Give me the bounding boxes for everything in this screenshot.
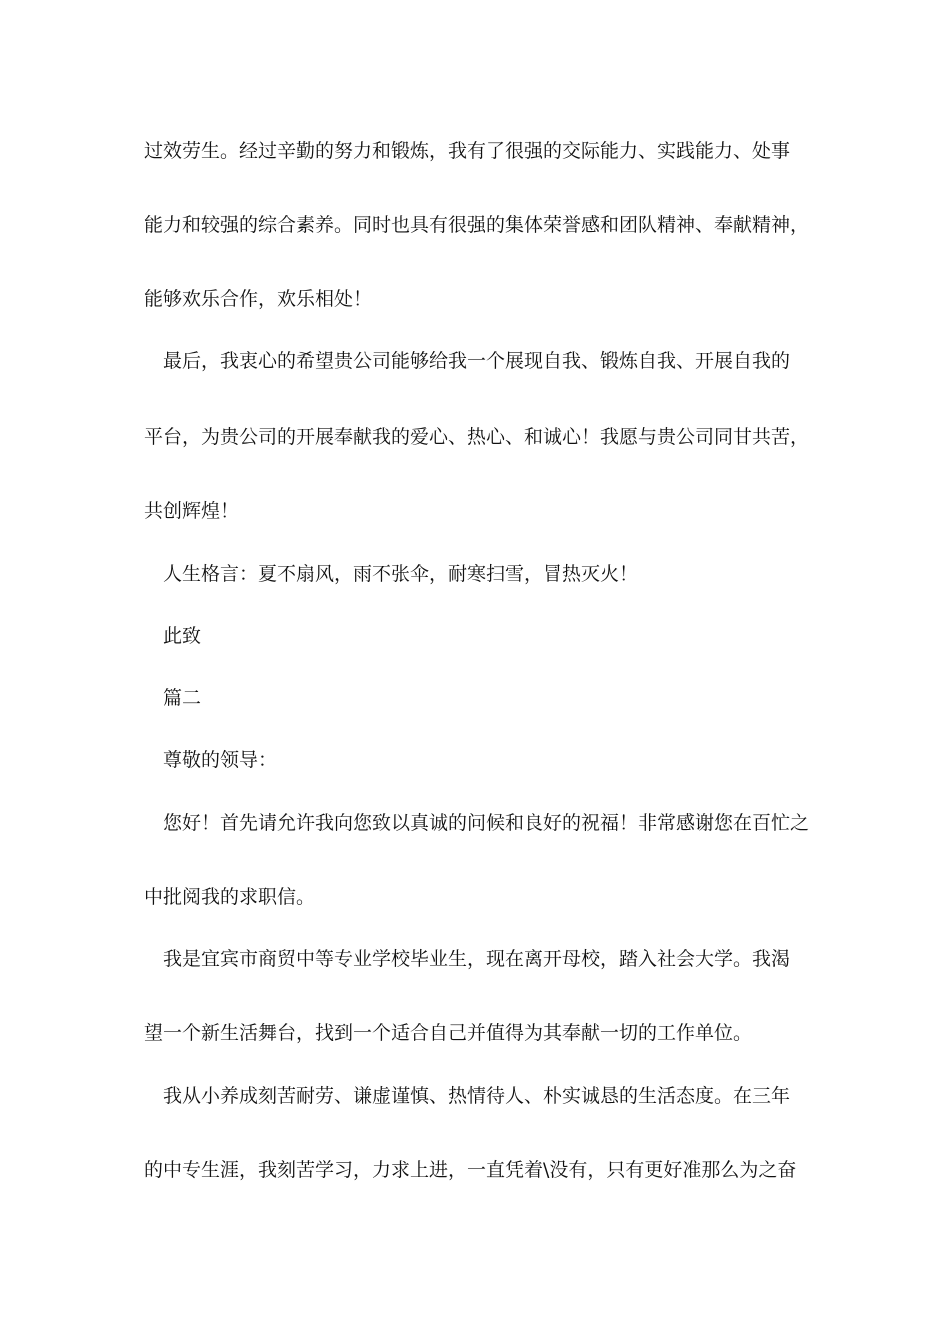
text-line-11: 您好！首先请允许我向您致以真诚的问候和良好的祝福！非常感谢您在百忙之	[163, 812, 810, 834]
text-line-13: 我是宜宾市商贸中等专业学校毕业生，现在离开母校，踏入社会大学。我渴	[163, 948, 791, 970]
text-line-15: 我从小养成刻苦耐劳、谦虚谨慎、热情待人、朴实诚恳的生活态度。在三年	[163, 1085, 791, 1107]
text-line-7: 人生格言：夏不扇风，雨不张伞，耐寒扫雪，冒热灭火！	[163, 563, 639, 585]
text-line-10: 尊敬的领导：	[163, 749, 278, 771]
text-line-16: 的中专生涯，我刻苦学习，力求上进，一直凭着\没有，只有更好准那么为之奋	[144, 1159, 797, 1181]
text-line-1: 过效劳生。经过辛勤的努力和锻炼，我有了很强的交际能力、实践能力、处事	[144, 140, 791, 162]
text-line-5: 平台，为贵公司的开展奉献我的爱心、热心、和诚心！我愿与贵公司同甘共苦，	[144, 426, 810, 448]
text-line-14: 望一个新生活舞台，找到一个适合自己并值得为其奉献一切的工作单位。	[144, 1022, 753, 1044]
text-line-12: 中批阅我的求职信。	[144, 886, 316, 908]
text-line-9: 篇二	[163, 687, 202, 709]
text-line-2: 能力和较强的综合素养。同时也具有很强的集体荣誉感和团队精神、奉献精神，	[144, 214, 810, 236]
text-line-4: 最后，我衷心的希望贵公司能够给我一个展现自我、锻炼自我、开展自我的	[163, 350, 791, 372]
text-line-3: 能够欢乐合作，欢乐相处！	[144, 288, 373, 310]
text-line-6: 共创辉煌！	[144, 500, 240, 522]
text-line-8: 此致	[163, 625, 202, 647]
